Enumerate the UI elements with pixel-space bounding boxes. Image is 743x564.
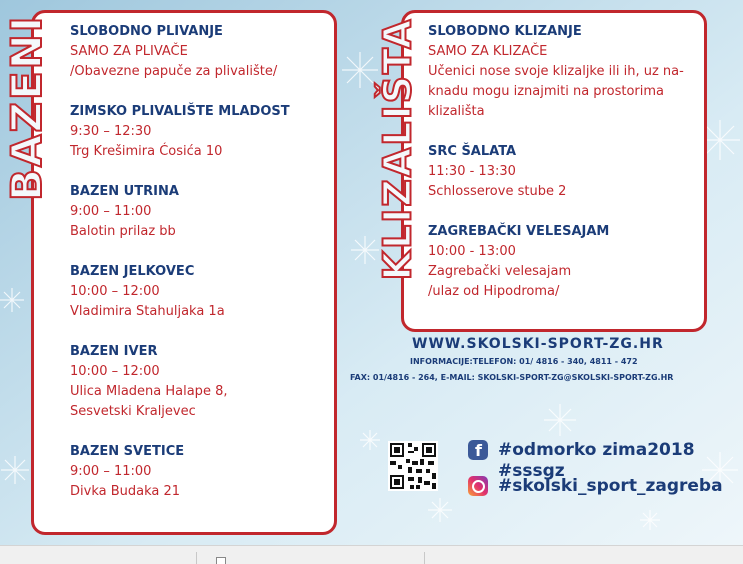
qr-code <box>388 441 438 491</box>
pool-address: Trg Krešimira Ćosića 10 <box>70 144 223 159</box>
pool-item <box>70 102 330 162</box>
pool-time: 10:00 – 12:00 <box>70 284 160 299</box>
rink-address: /ulaz od Hipodroma/ <box>428 284 560 299</box>
pool-name: BAZEN UTRINA <box>70 184 179 199</box>
pool-address: Ulica Mladena Halape 8, <box>70 384 228 399</box>
pool-address: Balotin prilaz bb <box>70 224 176 239</box>
pool-item <box>70 182 330 242</box>
rink-name: SRC ŠALATA <box>428 144 517 159</box>
pool-time: 9:30 – 12:30 <box>70 124 152 139</box>
facebook-icon: f <box>468 440 488 460</box>
intro-heading: SLOBODNO KLIZANJE <box>428 24 582 39</box>
pool-item <box>70 442 330 502</box>
pool-time: 9:00 – 11:00 <box>70 464 152 479</box>
instagram-hashtag-text: #skolski_sport_zagreba <box>498 476 723 496</box>
pool-name: BAZEN IVER <box>70 344 158 359</box>
facebook-hashtag[interactable] <box>468 440 695 460</box>
intro-line: /Obavezne papuče za plivalište/ <box>70 64 278 79</box>
rink-address: Schlosserove stube 2 <box>428 184 567 199</box>
instagram-hashtag[interactable] <box>468 476 723 496</box>
pool-address: Sesvetski Kraljevec <box>70 404 196 419</box>
rink-time: 10:00 - 13:00 <box>428 244 516 259</box>
pool-name: BAZEN SVETICE <box>70 444 185 459</box>
intro-line: knadu mogu iznajmiti na prostorima <box>428 84 664 99</box>
intro-heading: SLOBODNO PLIVANJE <box>70 24 223 39</box>
website-link[interactable]: WWW.SKOLSKI-SPORT-ZG.HR <box>412 336 664 352</box>
rink-item <box>428 142 698 202</box>
sssgz-hashtag-text: #sssgz <box>498 461 565 481</box>
rinks-list <box>428 22 698 322</box>
pools-intro <box>70 22 330 82</box>
facebook-hashtag-text: #odmorko zima2018 <box>498 440 695 460</box>
rink-time: 11:30 - 13:30 <box>428 164 516 179</box>
pool-item <box>70 342 330 422</box>
rinks-title: KLIZALIŠTA <box>375 17 420 281</box>
rink-address: Zagrebački velesajam <box>428 264 572 279</box>
fax-email-info: FAX: 01/4816 - 264, E-MAIL: SKOLSKI-SPORT-ZG@SKOLSKI-SPORT-ZG.HR <box>350 373 674 382</box>
pool-item <box>70 262 330 322</box>
intro-line: SAMO ZA KLIZAČE <box>428 44 548 59</box>
intro-line: SAMO ZA PLIVAČE <box>70 44 188 59</box>
pool-address: Divka Budaka 21 <box>70 484 181 499</box>
pools-list <box>70 22 330 522</box>
intro-line: klizališta <box>428 104 485 119</box>
pool-name: ZIMSKO PLIVALIŠTE MLADOST <box>70 104 290 119</box>
pool-name: BAZEN JELKOVEC <box>70 264 195 279</box>
pool-time: 10:00 – 12:00 <box>70 364 160 379</box>
pool-address: Vladimira Stahuljaka 1a <box>70 304 225 319</box>
rink-item <box>428 222 698 302</box>
pools-title: BAZENI <box>2 14 51 201</box>
pool-time: 9:00 – 11:00 <box>70 204 152 219</box>
rinks-intro <box>428 22 698 122</box>
intro-line: Učenici nose svoje klizaljke ili ih, uz na- <box>428 64 684 79</box>
rink-name: ZAGREBAČKI VELESAJAM <box>428 224 610 239</box>
toolbar-separator <box>424 552 425 564</box>
toolbar-separator <box>196 552 197 564</box>
viewer-bottom-bar <box>0 545 743 564</box>
phone-info: INFORMACIJE:TELEFON: 01/ 4816 - 340, 4811 - 472 <box>410 357 638 366</box>
instagram-icon <box>468 476 488 496</box>
